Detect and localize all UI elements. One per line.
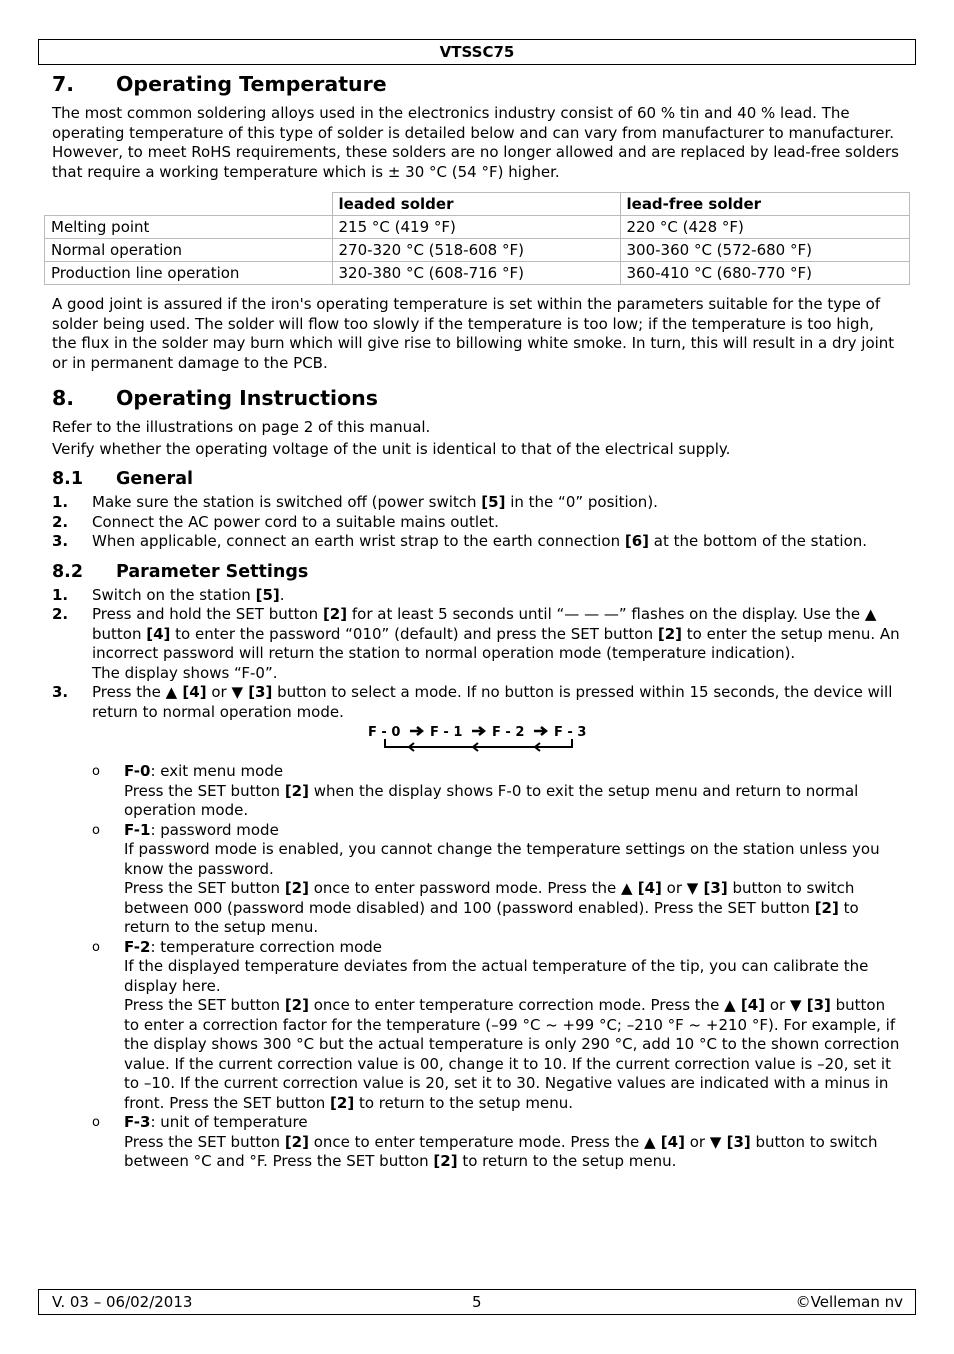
section-8-1-heading: 8.1 General — [52, 469, 193, 489]
table-cell: Normal operation — [45, 239, 333, 262]
mode-cycle-diagram — [52, 722, 902, 756]
general-steps — [52, 493, 902, 552]
table-row — [45, 239, 910, 262]
version-date: V. 03 – 06/02/2013 — [52, 1293, 193, 1311]
copyright: ©Velleman nv — [795, 1293, 903, 1311]
table-cell: 270-320 °C (518-608 °F) — [332, 239, 620, 262]
arrow-right-icon — [410, 727, 422, 735]
page-number: 5 — [472, 1293, 482, 1311]
list-item: 2. Connect the AC power cord to a suitable mains outlet. — [52, 512, 499, 531]
arrow-right-icon — [472, 727, 484, 735]
temperature-table — [44, 192, 910, 285]
list-item: o F-2: temperature correction mode If the displayed temperature deviates from the actual temperature of the tip, you can calibrate the display here. Press the SET button [2] once to enter temperature correction mode. Press the ▲ [4] or ▼ [3] button to enter a correction factor for the temperature (–99 °C ~ +99 °C; –210 °F ~ +210 °F). For example, if the display shows 300 °C but the actual temperature is only 290 °C, add 10 °C to the shown correction value. If the current correction value is 00, change it to 10. If the current correction value is –20, set it to –10. If the current correction value is 20, set it to 30. Negative values are indicated with a minus in front. Press the SET button [2] to return to the setup menu. — [92, 937, 900, 1112]
mode-cycle-svg — [368, 724, 608, 754]
section-8-para: Refer to the illustrations on page 2 of this manual. — [52, 418, 431, 436]
section-7-heading: 7. Operating Temperature — [52, 72, 387, 96]
mode-label: F - 1 — [430, 725, 463, 740]
bullet: o — [92, 764, 100, 779]
table-cell: Melting point — [45, 216, 333, 239]
mode-label: F - 2 — [492, 725, 525, 740]
table-cell: 320-380 °C (608-716 °F) — [332, 262, 620, 285]
table-row — [45, 262, 910, 285]
table-cell: Production line operation — [45, 262, 333, 285]
arrow-right-icon — [534, 727, 546, 735]
page-content — [52, 70, 902, 1172]
list-item: 1. Make sure the station is switched off (power switch [5] in the “0” position). — [52, 493, 658, 511]
section-7-intro: The most common soldering alloys used in the electronics industry consist of 60 % tin and 40 % lead. The operating temperature of this type of solder is detailed below and can vary from manufacturer to manufacturer. However, to meet RoHS requirements, these solders are no longer allowed and are replaced by lead-free solders that require a working temperature which is ± 30 °C (54 °F) higher. — [52, 104, 899, 181]
mode-options — [52, 762, 902, 1172]
list-item: o F-0: exit menu mode Press the SET button [2] when the display shows F-0 to exit the setup menu and return to normal operation mode. — [92, 762, 859, 819]
table-cell: 215 °C (419 °F) — [332, 216, 620, 239]
mode-label: F - 0 — [368, 725, 401, 740]
section-7-body: A good joint is assured if the iron's operating temperature is set within the parameters suitable for the type of solder being used. The solder will flow too slowly if the temperature is too low; if the temperature is too high, the flux in the solder may burn which will give rise to billowing white smoke. In turn, this will result in a dry joint or in permanent damage to the PCB. — [52, 295, 895, 372]
table-cell: 220 °C (428 °F) — [620, 216, 910, 239]
table-cell: 360-410 °C (680-770 °F) — [620, 262, 910, 285]
table-header-row — [45, 193, 910, 216]
section-8-para: Verify whether the operating voltage of the unit is identical to that of the electrical supply. — [52, 439, 731, 458]
page-footer — [38, 1289, 916, 1315]
bullet: o — [92, 1115, 100, 1130]
section-8-heading: 8. Operating Instructions — [52, 386, 378, 410]
list-item: 2. Press and hold the SET button [2] for at least 5 seconds until “— — —” flashes on the display. Use the ▲ button [4] to enter the password “010” (default) and press the SET button [2] to enter the setup menu. An incorrect password will return the station to normal operation mode (temperature indication). The display shows “F-0”. — [52, 605, 900, 682]
table-header: lead-free solder — [620, 193, 910, 216]
list-item: o F-3: unit of temperature Press the SET button [2] once to enter temperature mode. Press the ▲ [4] or ▼ [3] button to switch between °C and °F. Press the SET button [2] to return to the setup menu. — [92, 1113, 878, 1170]
parameter-steps — [52, 586, 902, 723]
bullet: o — [92, 822, 100, 838]
section-8-2-heading: 8.2 Parameter Settings — [52, 561, 309, 582]
list-item: 3. When applicable, connect an earth wrist strap to the earth connection [6] at the bottom of the station. — [52, 532, 868, 550]
list-item: 3. Press the ▲ [4] or ▼ [3] button to select a mode. If no button is pressed within 15 seconds, the device will return to normal operation mode. — [52, 683, 893, 721]
model-name: VTSSC75 — [439, 43, 515, 61]
mode-label: F - 3 — [554, 725, 587, 740]
list-item: 1. Switch on the station [5]. — [52, 585, 285, 604]
page-header — [38, 39, 916, 65]
bullet: o — [92, 939, 100, 955]
table-cell: 300-360 °C (572-680 °F) — [620, 239, 910, 262]
list-item: o F-1: password mode If password mode is enabled, you cannot change the temperature settings on the station unless you know the password. Press the SET button [2] once to enter password mode. Press the ▲ [4] or ▼ [3] button to switch between 000 (password mode disabled) and 100 (password enabled). Press the SET button [2] to return to the setup menu. — [92, 820, 880, 936]
table-header: leaded solder — [332, 193, 620, 216]
table-row — [45, 216, 910, 239]
